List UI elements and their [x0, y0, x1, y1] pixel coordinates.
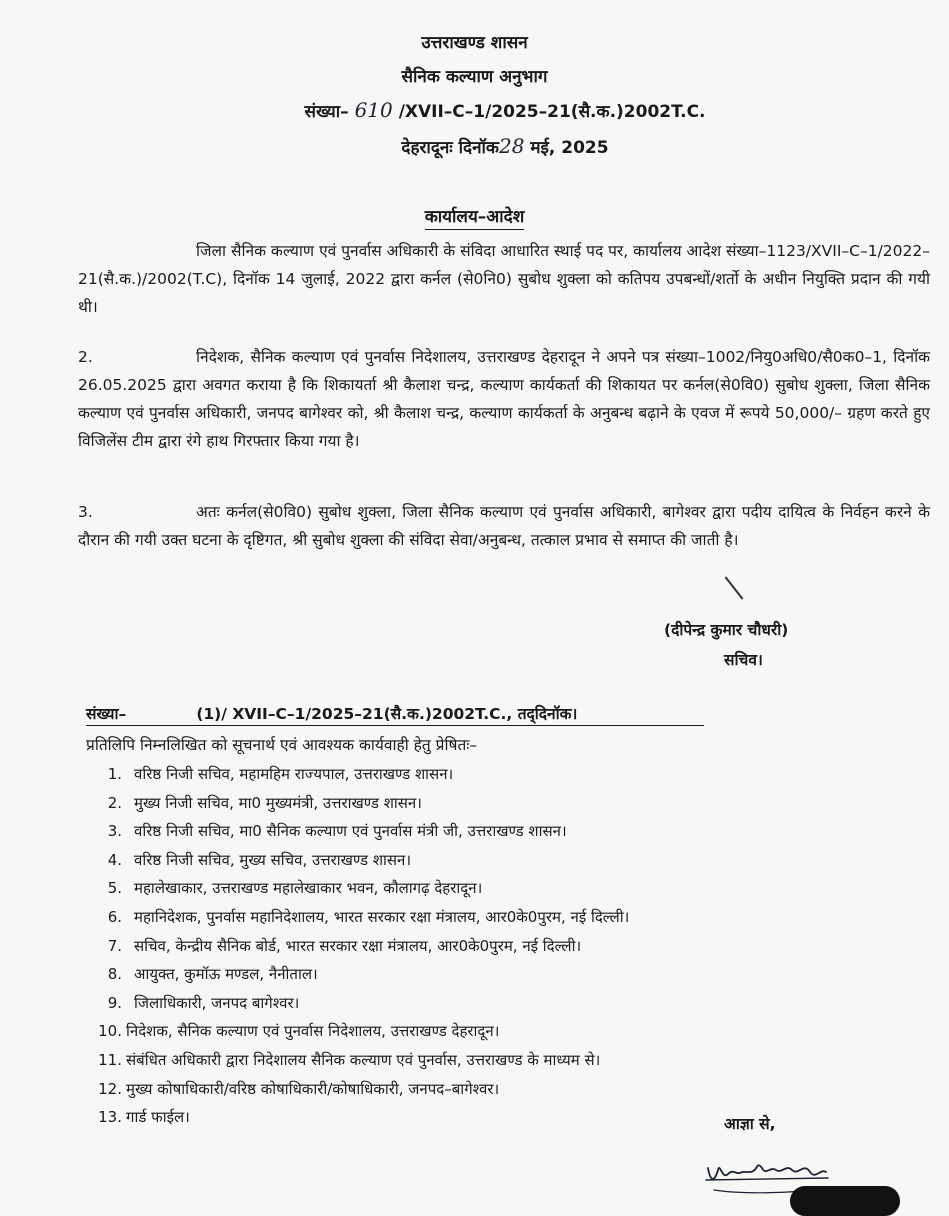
- list-item: 3. वरिष्ठ निजी सचिव, मा0 सैनिक कल्याण एवं पुनर्वास मंत्री जी, उत्तराखण्ड शासन।: [107, 822, 567, 841]
- list-item: 5. महालेखाकार, उत्तराखण्ड महालेखाकार भवन, कौलागढ़ देहरादून।: [107, 879, 483, 898]
- list-item: 12. मुख्य कोषाधिकारी/वरिष्ठ कोषाधिकारी/कोषाधिकारी, जनपद–बागेश्वर।: [98, 1079, 500, 1098]
- header-date: [70, 134, 940, 158]
- date-prefix: देहरादूनः दिनॉक: [401, 138, 499, 158]
- list-item: 8. आयुक्त, कुमॉऊ मण्डल, नैनीताल।: [107, 965, 318, 984]
- recipient-list: [86, 760, 936, 1132]
- list-item: 7. सचिव, केन्द्रीय सैनिक बोर्ड, भारत सरकार रक्षा मंत्रालय, आर0के0पुरम, नई दिल्ली।: [107, 936, 582, 955]
- date-suffix: मई, 2025: [530, 138, 609, 158]
- list-item: 1. वरिष्ठ निजी सचिव, महामहिम राज्यपाल, उत्तराखण्ड शासन।: [107, 765, 454, 783]
- corner-overlay: [790, 1186, 900, 1216]
- copy-reference: संख्या– (1)/ XVII–C–1/2025–21(सै.क.)2002T.C., तद्‌दिनॉक।: [86, 702, 704, 726]
- date-handwritten: 28: [498, 134, 525, 158]
- paragraph-3: 3. अतः कर्नल(से0वि0) सुबोध शुक्ला, जिला सैनिक कल्याण एवं पुनर्वास अधिकारी, बागेश्वर द्वारा पदीय दायित्व के निर्वहन करने के दौरान की गयी उक्त घटना के दृष्टिगत, श्री सुबोध शुक्ला की संविदा सेवा/अनुबन्ध, तत्काल प्रभाव से समाप्त की जाती है।: [78, 503, 930, 549]
- paragraph-1: जिला सैनिक कल्याण एवं पुनर्वास अधिकारी के संविदा आधारित स्थाई पद पर, कार्यालय आदेश संख्या–1123/XVII–C–1/2022–21(सै.क.)/2002(T.C), दिनॉक 14 जुलाई, 2022 द्वारा कर्नल (से0नि0) सुबोध शुक्ला को कतिपय उपबन्धों/शर्तो के अधीन नियुक्ति प्रदान की गयी थी।: [78, 242, 930, 316]
- signatory-name: (दीपेन्द्र कुमार चौधरी): [664, 621, 789, 639]
- document-title: कार्यालय–आदेश: [0, 204, 949, 227]
- list-item: 6. महानिदेशक, पुनर्वास महानिदेशालय, भारत सरकार रक्षा मंत्रालय, आर0के0पुरम, नई दिल्ली।: [107, 907, 630, 926]
- header-section: सैनिक कल्याण अनुभाग: [401, 67, 548, 87]
- header-number: [70, 98, 940, 122]
- paragraph-2: 2. निदेशक, सैनिक कल्याण एवं पुनर्वास निदेशालय, उत्तराखण्ड देहरादून ने अपने पत्र संख्या–1002/नियु0अधि0/सै0क0–1, दिनॉक 26.05.2025 द्वारा अवगत कराया है कि शिकायर्ता श्री कैलाश चन्द्र, कल्याण कार्यकर्ता की शिकायत पर कर्नल(से0वि0) सुबोध शुक्ला, जिला सैनिक कल्याण एवं पुनर्वास अधिकारी, जनपद बागेश्वर को, श्री कैलाश चन्द्र, कल्याण कार्यकर्ता के अनुबन्ध बढ़ाने के एवज में रूपये 50,000/– ग्रहण करते हुए विजिलेंस टीम द्वारा रंगे हाथ गिरफ्तार किया गया है।: [78, 348, 930, 450]
- copy-intro: प्रतिलिपि निम्नलिखित को सूचनार्थ एवं आवश्यक कार्यवाही हेतु प्रेषितः–: [86, 736, 478, 754]
- order-line: आज्ञा से,: [724, 1115, 776, 1133]
- list-item: 9. जिलाधिकारी, जनपद बागेश्वर।: [107, 993, 300, 1012]
- number-suffix: /XVII–C–1/2025–21(सै.क.)2002T.C.: [398, 102, 706, 122]
- list-item: 11. संबंधित अधिकारी द्वारा निदेशालय सैनिक कल्याण एवं पुनर्वास, उत्तराखण्ड के माध्यम से।: [98, 1050, 601, 1069]
- number-prefix: संख्या–: [304, 102, 349, 122]
- signatory-designation: सचिव।: [724, 651, 763, 669]
- list-item: 13. गार्ड फाईल।: [98, 1108, 190, 1127]
- list-item: 4. वरिष्ठ निजी सचिव, मुख्य सचिव, उत्तराखण्ड शासन।: [107, 850, 412, 869]
- list-item: 10. निदेशक, सैनिक कल्याण एवं पुनर्वास निदेशालय, उत्तराखण्ड देहरादून।: [98, 1022, 500, 1041]
- number-handwritten: 610: [354, 98, 393, 122]
- list-item: 2. मुख्य निजी सचिव, मा0 मुख्यमंत्री, उत्तराखण्ड शासन।: [107, 793, 422, 812]
- signature-mark: [725, 576, 744, 599]
- header-government: उत्तराखण्ड शासन: [421, 33, 528, 53]
